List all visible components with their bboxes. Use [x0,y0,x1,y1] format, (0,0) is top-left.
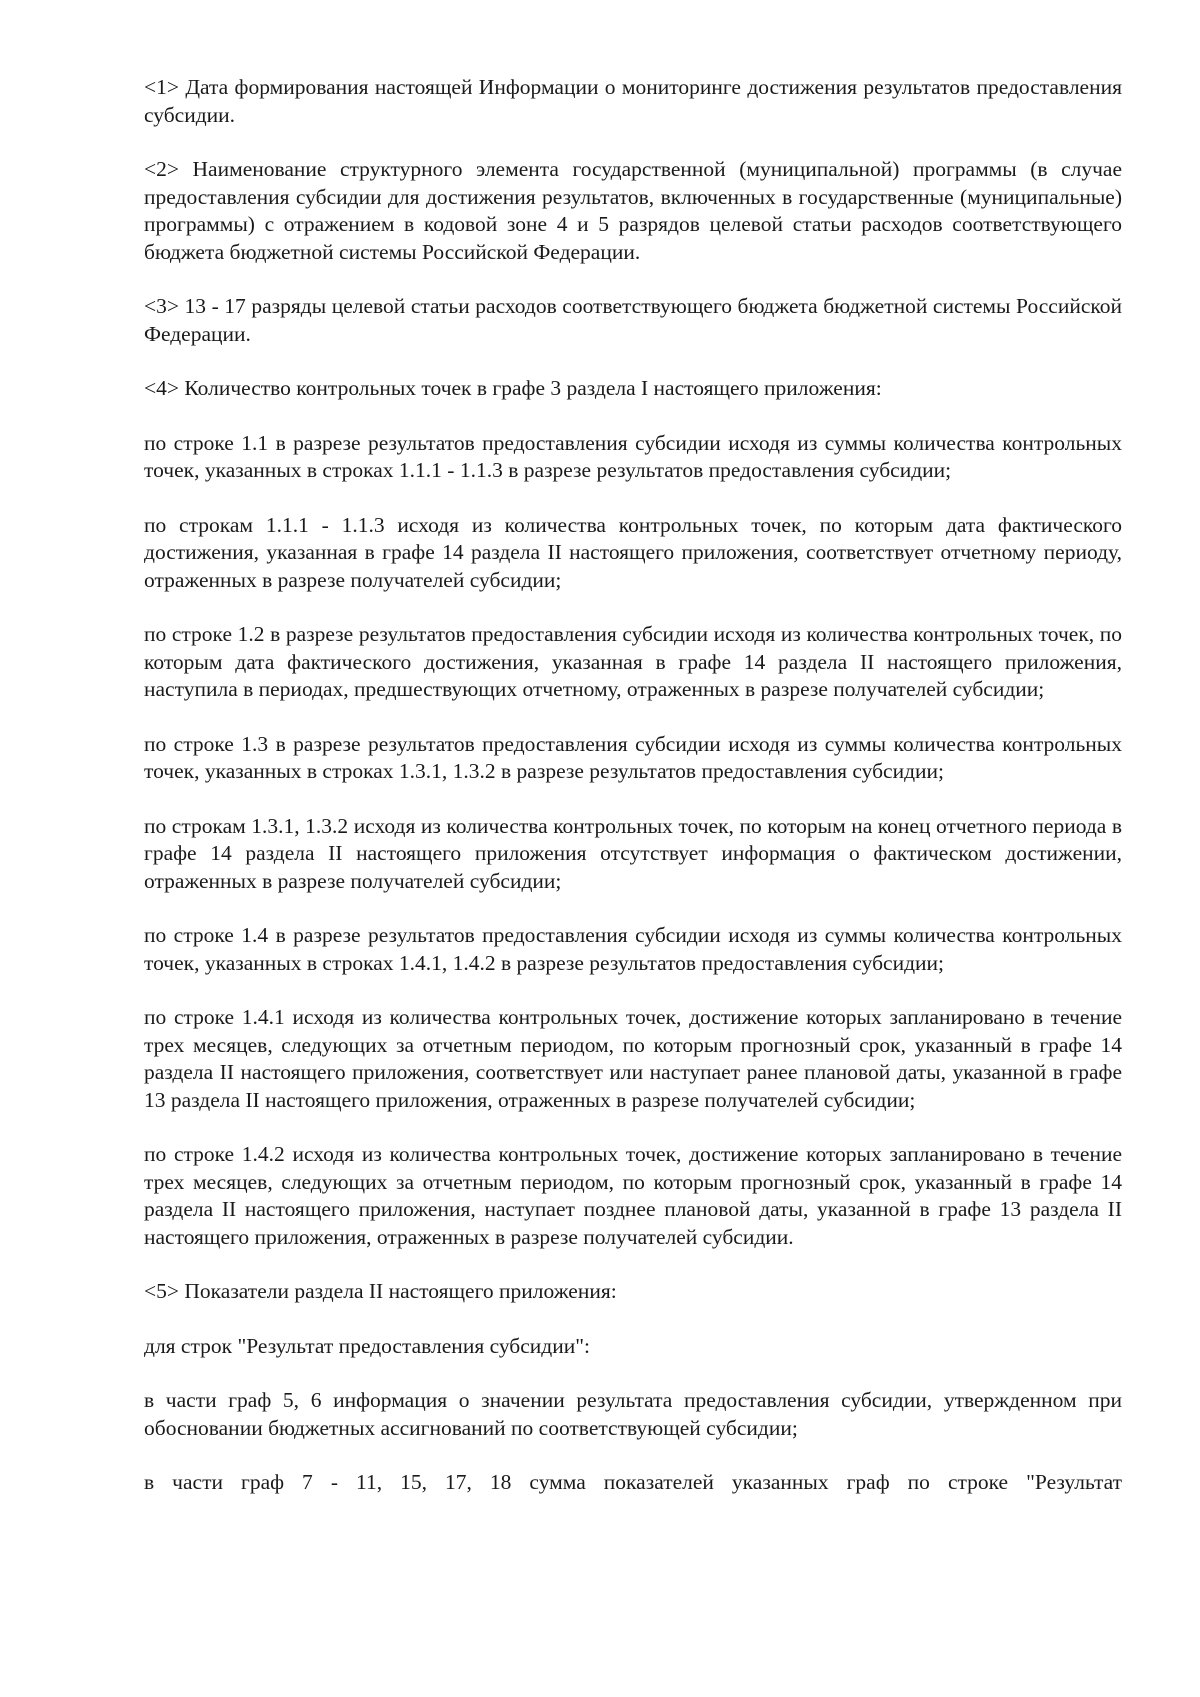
paragraph-columns-5-6: в части граф 5, 6 информация о значении результата предоставления субсидии, утвержденном при обосновании бюджетных ассигнований по соответствующей субсидии; [144,1388,1122,1440]
paragraph-row-1-4-2: по строке 1.4.2 исходя из количества контрольных точек, достижение которых запланировано в течение трех месяцев, следующих за отчетным периодом, по которым прогнозный срок, указанный в графе 14 раздела II настоящего приложения, наступает позднее плановой даты, указанной в графе 13 раздела II настоящего приложения, отраженных в разрезе получателей субсидии. [144,1142,1122,1249]
footnote-5: <5> Показатели раздела II настоящего приложения: [144,1279,617,1303]
paragraph-row-1-1: по строке 1.1 в разрезе результатов предоставления субсидии исходя из суммы количества контрольных точек, указанных в строках 1.1.1 - 1.1.3 в разрезе результатов предоставления субсидии; [144,430,1122,482]
paragraph-result-rows: для строк "Результат предоставления субсидии": [144,1333,590,1358]
footnote-1: <1> Дата формирования настоящей Информации о мониторинге достижения результатов предоставления субсидии. [144,75,1122,127]
footnote-3: <3> 13 - 17 разряды целевой статьи расходов соответствующего бюджета бюджетной системы Российской Федерации. [144,294,1122,346]
paragraph-row-1-2: по строке 1.2 в разрезе результатов предоставления субсидии исходя из количества контрольных точек, по которым дата фактического достижения, указанная в графе 14 раздела II настоящего приложения, наступила в периодах, предшествующих отчетному, отраженных в разрезе получателей субсидии; [144,622,1122,701]
paragraph-row-1-4-1: по строке 1.4.1 исходя из количества контрольных точек, достижение которых запланировано в течение трех месяцев, следующих за отчетным периодом, по которым прогнозный срок, указанный в графе 14 раздела II настоящего приложения, соответствует или наступает ранее плановой даты, указанной в графе 13 раздела II настоящего приложения, отраженных в разрезе получателей субсидии; [144,1005,1122,1112]
document-body [144,74,1122,1497]
paragraph-columns-7-11: в части граф 7 - 11, 15, 17, 18 сумма показателей указанных граф по строке "Результат [144,1470,1122,1494]
paragraph-rows-1-1-1-to-1-1-3: по строкам 1.1.1 - 1.1.3 исходя из количества контрольных точек, по которым дата фактического достижения, указанная в графе 14 раздела II настоящего приложения, соответствует отчетному периоду, отраженных в разрезе получателей субсидии; [144,512,1122,592]
paragraph-row-1-3: по строке 1.3 в разрезе результатов предоставления субсидии исходя из суммы количества контрольных точек, указанных в строках 1.3.1, 1.3.2 в разрезе результатов предоставления субсидии; [144,731,1122,783]
footnote-2: <2> Наименование структурного элемента государственной (муниципальной) программы (в случае предоставления субсидии для достижения результатов, включенных в государственные (муниципальные) программы) с отражением в кодовой зоне 4 и 5 разрядов целевой статьи расходов соответствующего бюджета бюджетной системы Российской Федерации. [144,157,1122,264]
footnote-4: <4> Количество контрольных точек в графе 3 раздела I настоящего приложения: [144,376,882,400]
paragraph-rows-1-3-1-1-3-2: по строкам 1.3.1, 1.3.2 исходя из количества контрольных точек, по которым на конец отчетного периода в графе 14 раздела II настоящего приложения отсутствует информация о фактическом достижении, отраженных в разрезе получателей субсидии; [144,813,1122,893]
paragraph-row-1-4: по строке 1.4 в разрезе результатов предоставления субсидии исходя из суммы количества контрольных точек, указанных в строках 1.4.1, 1.4.2 в разрезе результатов предоставления субсидии; [144,923,1122,975]
